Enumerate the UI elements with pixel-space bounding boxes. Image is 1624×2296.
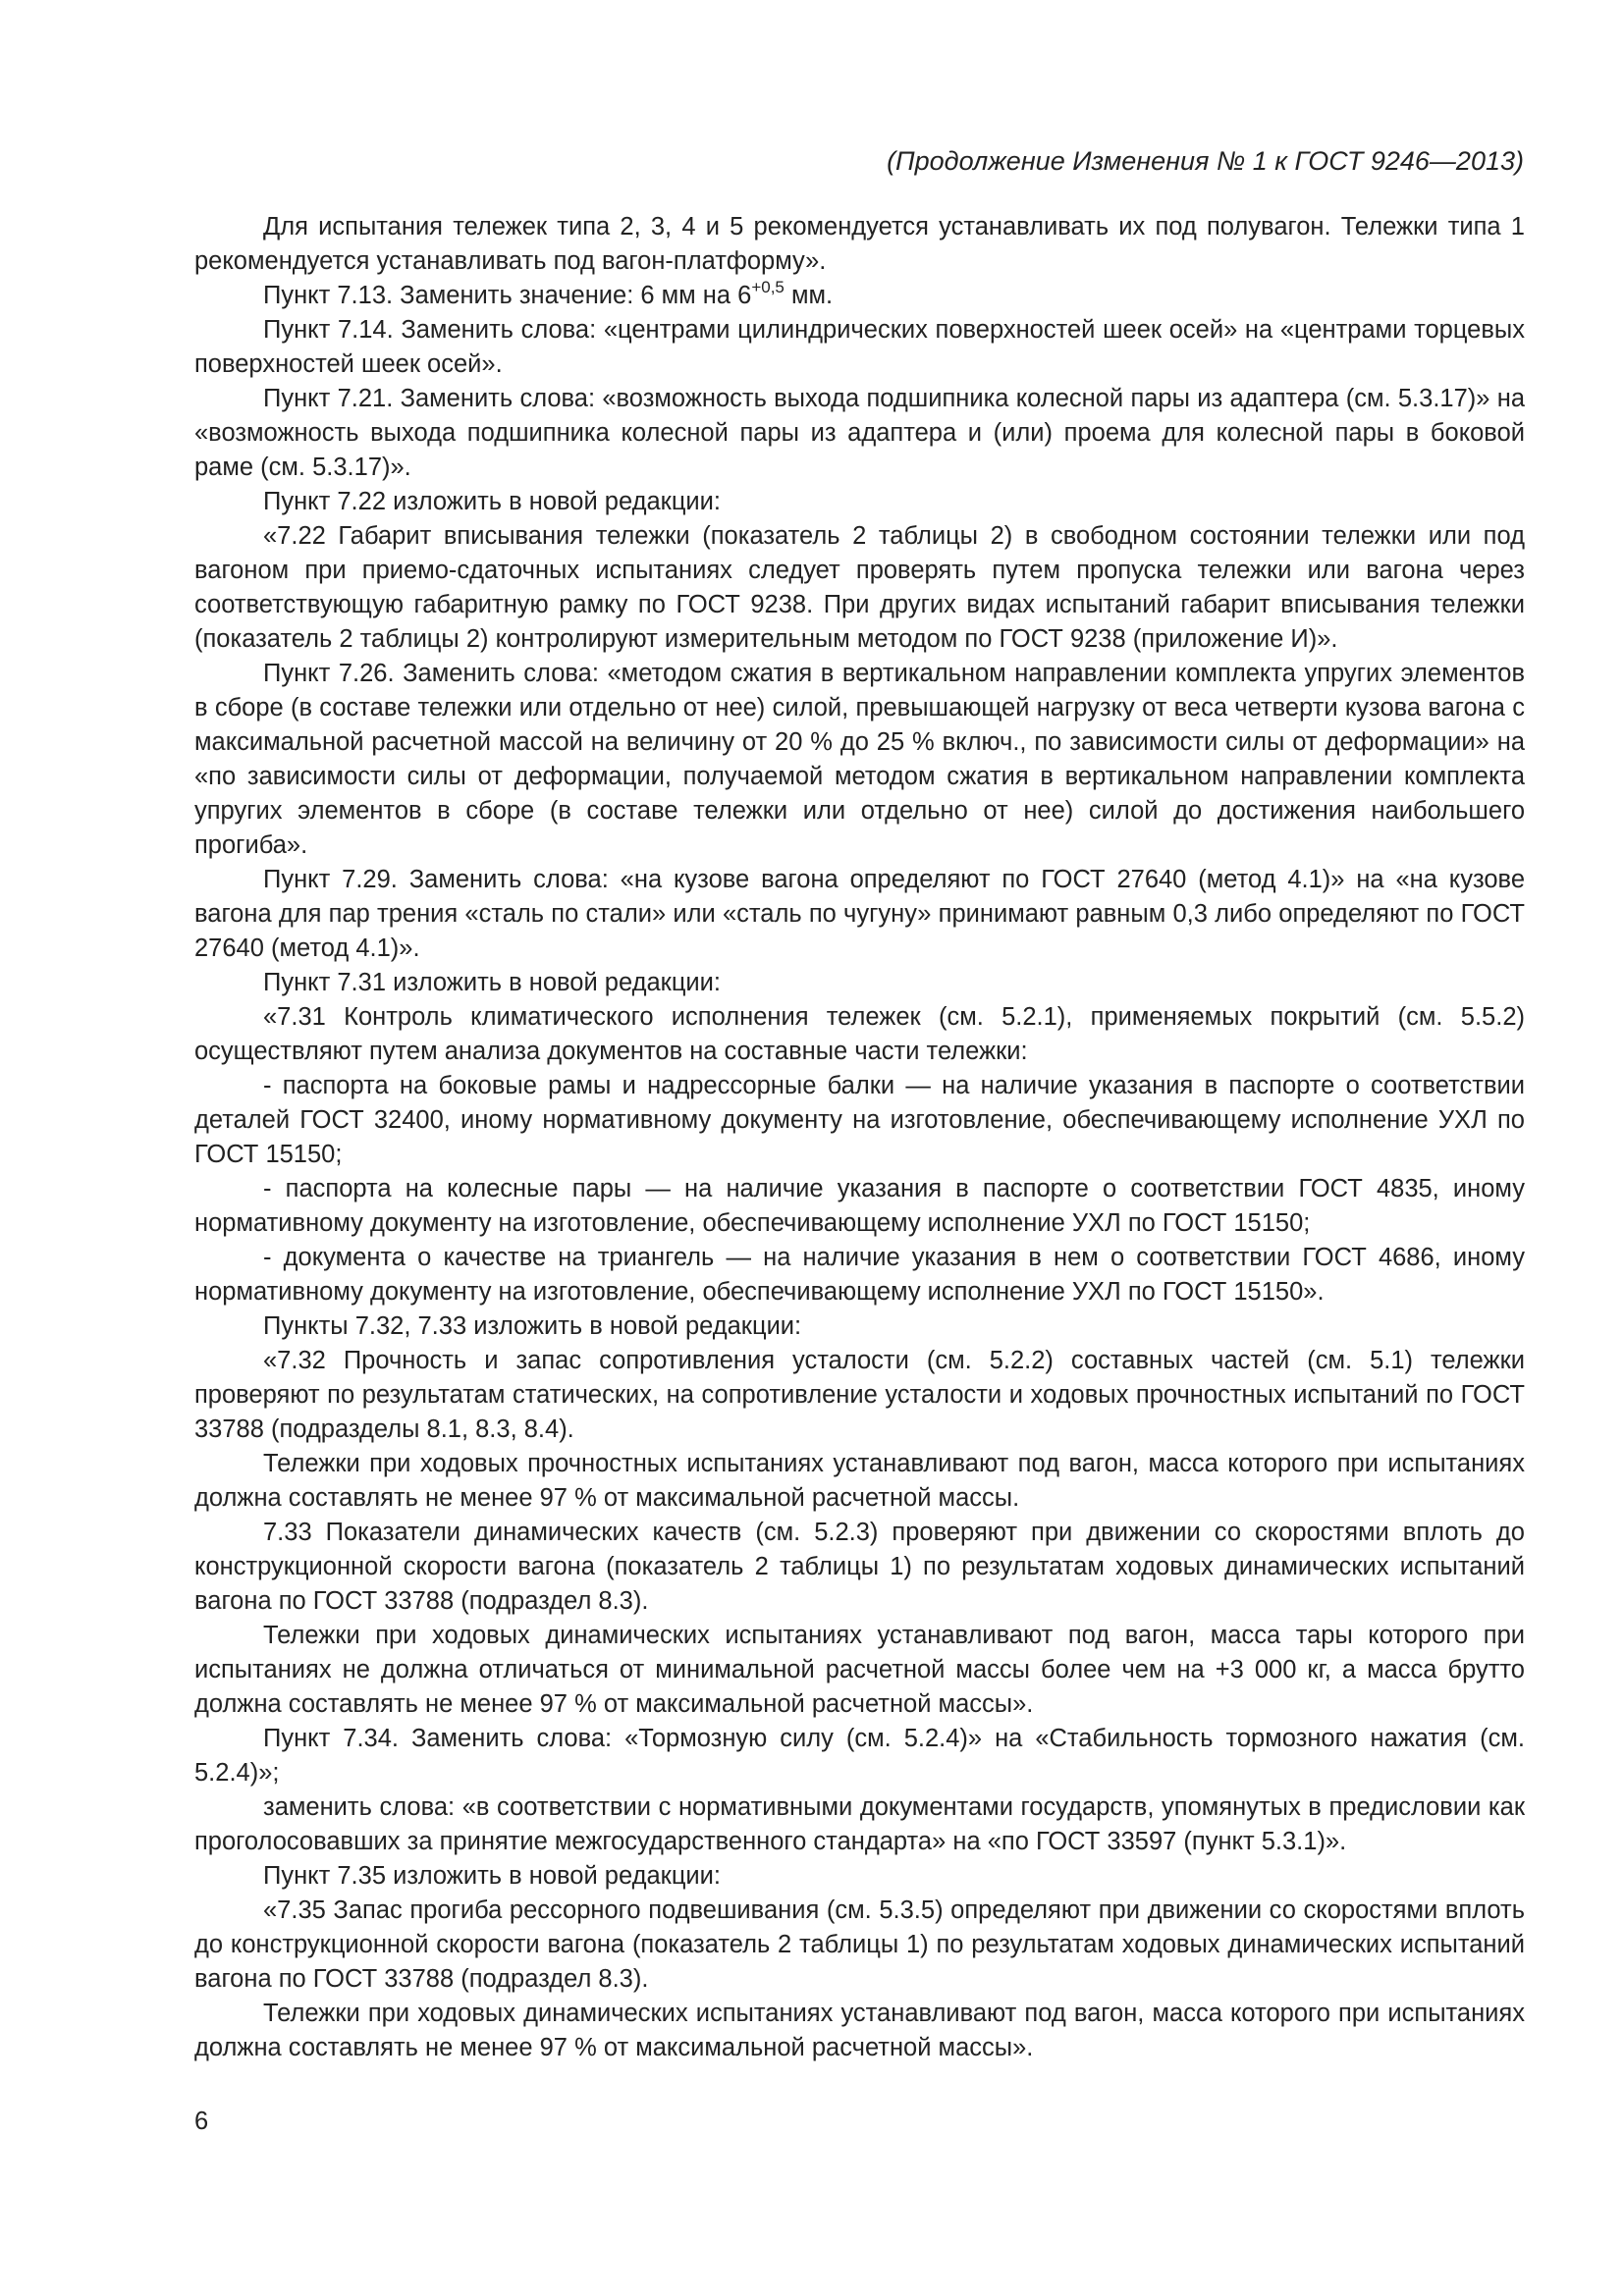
paragraph: Для испытания тележек типа 2, 3, 4 и 5 рекомендуется устанавливать их под полувагон. Тележки типа 1 рекомендуется устанавливать под вагон-платформу». [194,213,1525,275]
paragraph: Пункт 7.14. Заменить слова: «центрами цилиндрических поверхностей шеек осей» на «центрами торцевых поверхностей шеек осей». [194,316,1525,378]
paragraph: 7.33 Показатели динамических качеств (см. 5.2.3) проверяют при движении со скоростями вплоть до конструкционной скорости вагона (показатель 2 таблицы 1) по результатам ходовых динамических испытаний вагона по ГОСТ 33788 (подраздел 8.3). [194,1519,1525,1615]
paragraph-text: Пункт 7.13. Заменить значение: 6 мм на 6 [263,282,752,309]
paragraph: Пункт 7.31 изложить в новой редакции: [263,969,722,996]
list-item: - паспорта на боковые рамы и надрессорные балки — на наличие указания в паспорте о соответствии деталей ГОСТ 32400, иному нормативному документу на изготовление, обеспечивающему исполнение УХЛ по ГОСТ 15150; [194,1072,1525,1168]
list-item: - паспорта на колесные пары — на наличие указания в паспорте о соответствии ГОСТ 4835, иному нормативному документу на изготовление, обеспечивающему исполнение УХЛ по ГОСТ 15150; [194,1175,1525,1237]
paragraph: «7.32 Прочность и запас сопротивления усталости (см. 5.2.2) составных частей (см. 5.1) тележки проверяют по результатам статических, на сопротивление усталости и ходовых прочностных испытаний по ГОСТ 33788 (подразделы 8.1, 8.3, 8.4). [194,1347,1525,1443]
paragraph: «7.22 Габарит вписывания тележки (показатель 2 таблицы 2) в свободном состоянии тележки или под вагоном при приемо-сдаточных испытаниях следует проверять путем пропуска тележки или вагона через соответствующую габаритную рамку по ГОСТ 9238. При других видах испытаний габарит вписывания тележки (показатель 2 таблицы 2) контролируют измерительным методом по ГОСТ 9238 (приложение И)». [194,522,1525,653]
paragraph: Тележки при ходовых динамических испытаниях устанавливают под вагон, масса которого при испытаниях должна составлять не менее 97 % от максимальной расчетной массы». [194,2000,1525,2061]
list-item: - документа о качестве на триангель — на наличие указания в нем о соответствии ГОСТ 4686, иному нормативному документу на изготовление, обеспечивающему исполнение УХЛ по ГОСТ 15150». [194,1244,1525,1306]
page-header: (Продолжение Изменения № 1 к ГОСТ 9246—2013) [887,146,1524,176]
paragraph: Пункт 7.29. Заменить слова: «на кузове вагона определяют по ГОСТ 27640 (метод 4.1)» на «на кузове вагона для пар трения «сталь по стали» или «сталь по чугуну» принимают равным 0,3 либо определяют по ГОСТ 27640 (метод 4.1)». [194,866,1525,962]
paragraph: Пункт 7.22 изложить в новой редакции: [263,488,722,515]
paragraph: «7.31 Контроль климатического исполнения тележек (см. 5.2.1), применяемых покрытий (см. 5.5.2) осуществляют путем анализа документов на составные части тележки: [194,1003,1525,1065]
paragraph-text: мм. [784,282,834,309]
paragraph: Пункт 7.21. Заменить слова: «возможность выхода подшипника колесной пары из адаптера (см. 5.3.17)» на «возможность выхода подшипника колесной пары из адаптера и (или) проема для колесной пары в боковой раме (см. 5.3.17)». [194,385,1525,481]
paragraph: заменить слова: «в соответствии с нормативными документами государств, упомянутых в предисловии как проголосовавших за принятие межгосударственного стандарта» на «по ГОСТ 33597 (пункт 5.3.1)». [194,1793,1525,1855]
tolerance-superscript: +0,5 [751,278,785,296]
paragraph: «7.35 Запас прогиба рессорного подвешивания (см. 5.3.5) определяют при движении со скоростями вплоть до конструкционной скорости вагона (показатель 2 таблицы 1) по результатам ходовых динамических испытаний вагона по ГОСТ 33788 (подраздел 8.3). [194,1896,1525,1993]
paragraph [194,279,1525,313]
paragraph: Пункт 7.35 изложить в новой редакции: [263,1862,722,1890]
page-number: 6 [194,2108,209,2135]
paragraph: Пункт 7.26. Заменить слова: «методом сжатия в вертикальном направлении комплекта упругих элементов в сборе (в составе тележки или отдельно от нее) силой, превышающей нагрузку от веса четверти кузова вагона с максимальной расчетной массой на величину от 20 % до 25 % включ., по зависимости силы от деформации» на «по зависимости силы от деформации, получаемой методом сжатия в вертикальном направлении комплекта упругих элементов в сборе (в составе тележки или отдельно от нее) силой до достижения наибольшего прогиба». [194,660,1525,859]
paragraph: Пункты 7.32, 7.33 изложить в новой редакции: [263,1312,802,1340]
paragraph: Пункт 7.34. Заменить слова: «Тормозную силу (см. 5.2.4)» на «Стабильность тормозного нажатия (см. 5.2.4)»; [194,1725,1525,1787]
paragraph: Тележки при ходовых динамических испытаниях устанавливают под вагон, масса тары которого при испытаниях не должна отличаться от минимальной расчетной массы более чем на +3 000 кг, а масса брутто должна составлять не менее 97 % от максимальной расчетной массы». [194,1622,1525,1718]
document-body [194,210,1525,2065]
paragraph: Тележки при ходовых прочностных испытаниях устанавливают под вагон, масса которого при испытаниях должна составлять не менее 97 % от максимальной расчетной массы. [194,1450,1525,1512]
